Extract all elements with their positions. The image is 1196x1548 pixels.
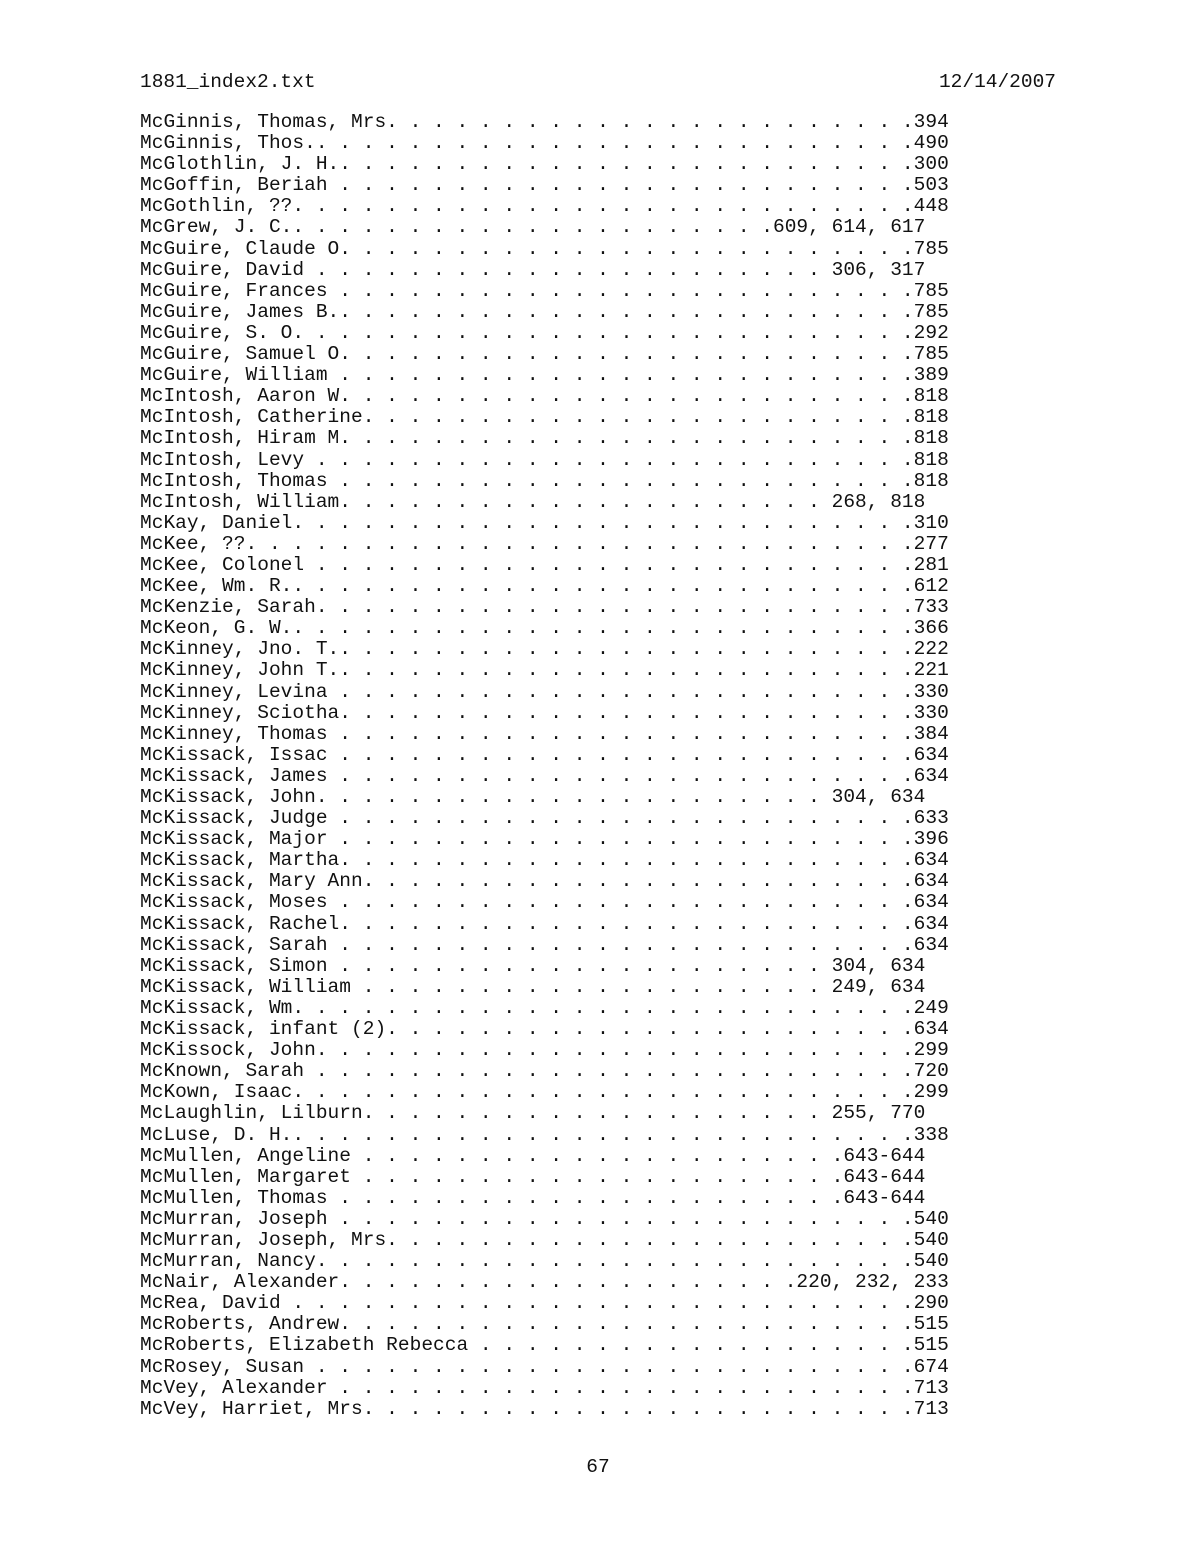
index-entry: McMurran, Joseph . . . . . . . . . . . . . . . . . . . . . . . . .540 <box>140 1207 949 1230</box>
index-entry: McGrew, J. C.. . . . . . . . . . . . . . . . . . . . .609, 614, 617 <box>140 216 926 239</box>
index-entry: McKissack, Judge . . . . . . . . . . . . . . . . . . . . . . . . .633 <box>140 807 949 830</box>
index-entry: McKissack, Sarah . . . . . . . . . . . . . . . . . . . . . . . . .634 <box>140 933 949 956</box>
index-entry: McKenzie, Sarah. . . . . . . . . . . . . . . . . . . . . . . . . .733 <box>140 596 949 619</box>
page-number: 67 <box>586 1456 610 1478</box>
index-entry: McVey, Alexander . . . . . . . . . . . . . . . . . . . . . . . . .713 <box>140 1376 949 1399</box>
index-list <box>140 111 949 1420</box>
index-entry: McKinney, Jno. T.. . . . . . . . . . . . . . . . . . . . . . . . .222 <box>140 638 949 661</box>
index-entry: McKissack, Issac . . . . . . . . . . . . . . . . . . . . . . . . .634 <box>140 743 949 766</box>
index-entry: McRosey, Susan . . . . . . . . . . . . . . . . . . . . . . . . . .674 <box>140 1355 949 1378</box>
index-entry: McGinnis, Thos.. . . . . . . . . . . . . . . . . . . . . . . . . .490 <box>140 132 949 155</box>
index-entry: McGuire, Samuel O. . . . . . . . . . . . . . . . . . . . . . . . .785 <box>140 343 949 366</box>
index-entry: McRoberts, Andrew. . . . . . . . . . . . . . . . . . . . . . . . .515 <box>140 1313 949 1336</box>
index-entry: McKissock, John. . . . . . . . . . . . . . . . . . . . . . . . . .299 <box>140 1039 949 1062</box>
page-header <box>140 70 1056 94</box>
index-entry: McKissack, Mary Ann. . . . . . . . . . . . . . . . . . . . . . . .634 <box>140 870 949 893</box>
index-entry: McMullen, Thomas . . . . . . . . . . . . . . . . . . . . . .643-644 <box>140 1186 926 1209</box>
index-entry: McGuire, Frances . . . . . . . . . . . . . . . . . . . . . . . . .785 <box>140 279 949 302</box>
index-entry: McMurran, Nancy. . . . . . . . . . . . . . . . . . . . . . . . . .540 <box>140 1250 949 1273</box>
index-entry: McGuire, David . . . . . . . . . . . . . . . . . . . . . . 306, 317 <box>140 258 926 281</box>
index-entry: McVey, Harriet, Mrs. . . . . . . . . . . . . . . . . . . . . . . .713 <box>140 1397 949 1420</box>
index-entry: McMurran, Joseph, Mrs. . . . . . . . . . . . . . . . . . . . . . .540 <box>140 1228 949 1251</box>
index-entry: McGlothlin, J. H.. . . . . . . . . . . . . . . . . . . . . . . . .300 <box>140 153 949 176</box>
index-entry: McIntosh, William. . . . . . . . . . . . . . . . . . . . . 268, 818 <box>140 490 926 513</box>
index-entry: McKay, Daniel. . . . . . . . . . . . . . . . . . . . . . . . . . .310 <box>140 511 949 534</box>
index-entry: McIntosh, Aaron W. . . . . . . . . . . . . . . . . . . . . . . . .818 <box>140 385 949 408</box>
index-entry: McKown, Isaac. . . . . . . . . . . . . . . . . . . . . . . . . . .299 <box>140 1081 949 1104</box>
index-entry: McKissack, Major . . . . . . . . . . . . . . . . . . . . . . . . .396 <box>140 828 949 851</box>
index-entry: McKinney, Sciotha. . . . . . . . . . . . . . . . . . . . . . . . .330 <box>140 701 949 724</box>
index-entry: McKnown, Sarah . . . . . . . . . . . . . . . . . . . . . . . . . .720 <box>140 1060 949 1083</box>
index-entry: McGuire, William . . . . . . . . . . . . . . . . . . . . . . . . .389 <box>140 364 949 387</box>
index-entry: McLuse, D. H.. . . . . . . . . . . . . . . . . . . . . . . . . . .338 <box>140 1123 949 1146</box>
header-date: 12/14/2007 <box>938 71 1056 93</box>
index-entry: McGuire, S. O. . . . . . . . . . . . . . . . . . . . . . . . . . .292 <box>140 321 949 344</box>
index-entry: McIntosh, Thomas . . . . . . . . . . . . . . . . . . . . . . . . .818 <box>140 469 949 492</box>
index-entry: McKissack, Moses . . . . . . . . . . . . . . . . . . . . . . . . .634 <box>140 891 949 914</box>
index-entry: McKee, Wm. R.. . . . . . . . . . . . . . . . . . . . . . . . . . .612 <box>140 575 949 598</box>
header-filename: 1881_index2.txt <box>140 71 316 93</box>
index-entry: McKissack, infant (2). . . . . . . . . . . . . . . . . . . . . . .634 <box>140 1018 949 1041</box>
index-entry: McLaughlin, Lilburn. . . . . . . . . . . . . . . . . . . . 255, 770 <box>140 1102 926 1125</box>
index-entry: McKinney, John T.. . . . . . . . . . . . . . . . . . . . . . . . .221 <box>140 659 949 682</box>
index-entry: McGoffin, Beriah . . . . . . . . . . . . . . . . . . . . . . . . .503 <box>140 174 949 197</box>
index-entry: McMullen, Angeline . . . . . . . . . . . . . . . . . . . . .643-644 <box>140 1144 926 1167</box>
index-entry: McGothlin, ??. . . . . . . . . . . . . . . . . . . . . . . . . . .448 <box>140 195 949 218</box>
index-entry: McIntosh, Catherine. . . . . . . . . . . . . . . . . . . . . . . .818 <box>140 406 949 429</box>
index-entry: McGinnis, Thomas, Mrs. . . . . . . . . . . . . . . . . . . . . . .394 <box>140 111 949 133</box>
index-entry: McNair, Alexander. . . . . . . . . . . . . . . . . . . .220, 232, 233 <box>140 1271 949 1294</box>
index-entry: McKinney, Thomas . . . . . . . . . . . . . . . . . . . . . . . . .384 <box>140 722 949 745</box>
index-entry: McGuire, Claude O. . . . . . . . . . . . . . . . . . . . . . . . .785 <box>140 237 949 260</box>
index-entry: McIntosh, Hiram M. . . . . . . . . . . . . . . . . . . . . . . . .818 <box>140 427 949 450</box>
index-entry: McGuire, James B.. . . . . . . . . . . . . . . . . . . . . . . . .785 <box>140 300 949 323</box>
index-entry: McKissack, Rachel. . . . . . . . . . . . . . . . . . . . . . . . .634 <box>140 912 949 935</box>
index-entry: McIntosh, Levy . . . . . . . . . . . . . . . . . . . . . . . . . .818 <box>140 448 949 471</box>
index-entry: McKissack, Wm. . . . . . . . . . . . . . . . . . . . . . . . . . .249 <box>140 996 949 1019</box>
index-entry: McKee, Colonel . . . . . . . . . . . . . . . . . . . . . . . . . .281 <box>140 553 949 576</box>
index-entry: McRea, David . . . . . . . . . . . . . . . . . . . . . . . . . . .290 <box>140 1292 949 1315</box>
index-entry: McRoberts, Elizabeth Rebecca . . . . . . . . . . . . . . . . . . .515 <box>140 1334 949 1357</box>
index-entry: McKissack, Martha. . . . . . . . . . . . . . . . . . . . . . . . .634 <box>140 849 949 872</box>
index-entry: McKinney, Levina . . . . . . . . . . . . . . . . . . . . . . . . .330 <box>140 680 949 703</box>
index-entry: McKissack, Simon . . . . . . . . . . . . . . . . . . . . . 304, 634 <box>140 954 926 977</box>
index-entry: McMullen, Margaret . . . . . . . . . . . . . . . . . . . . .643-644 <box>140 1165 926 1188</box>
index-entry: McKissack, John. . . . . . . . . . . . . . . . . . . . . . 304, 634 <box>140 786 926 808</box>
index-entry: McKissack, William . . . . . . . . . . . . . . . . . . . . 249, 634 <box>140 975 926 998</box>
index-entry: McKee, ??. . . . . . . . . . . . . . . . . . . . . . . . . . . . .277 <box>140 532 949 555</box>
index-entry: McKissack, James . . . . . . . . . . . . . . . . . . . . . . . . .634 <box>140 764 949 787</box>
index-entry: McKeon, G. W.. . . . . . . . . . . . . . . . . . . . . . . . . . .366 <box>140 617 949 640</box>
